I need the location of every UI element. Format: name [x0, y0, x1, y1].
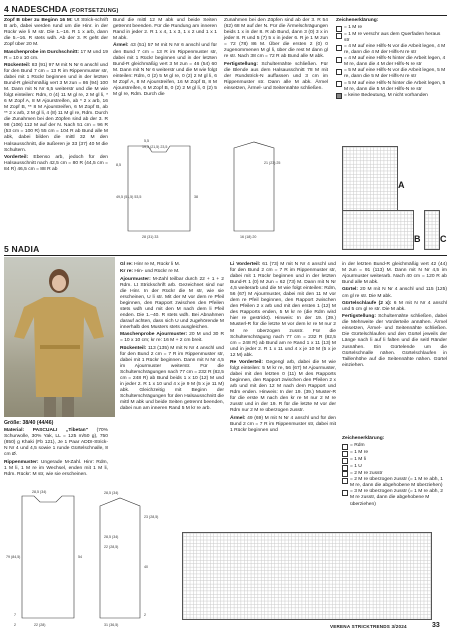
paragraph: Gürtel: 20 M mit N Nr 4 anschl und 115 (125) cm gl re str. Die M abk.	[342, 287, 447, 299]
symbol-icon	[336, 69, 342, 75]
schematic-label: 5,5	[144, 139, 149, 143]
chart-label-b: B	[414, 234, 421, 244]
paragraph: Maschenprobe im Durchschnitt: 17 M und 19 R = 10 x 10 cm.	[4, 49, 108, 61]
schematic-label: 2	[144, 613, 146, 617]
schematic-label: 8,5	[116, 163, 121, 167]
section1-rule	[4, 15, 447, 16]
paragraph: Zunahmen bei den Zöpfen sind ab der 3. R 54 (62) 68 M auf der N. Für die Ärmelschrägungen beids 1 x in der 8. R ab Bund, dann 3 (0) 3 x in jeder 8. R und 5 (7) 5 x in jeder 6. R je 1 M zun = 72 (78) 86 M. Über die ersten 2 (0) 0 zugenommenen M gl li, über die rest M dann gl re str. Nach 38 cm = 72 R ab Bund alle M abk.	[224, 18, 328, 60]
schematic-label: 2	[14, 623, 16, 627]
section1-legend	[336, 18, 446, 99]
knit-chart-b	[342, 210, 414, 250]
paragraph: Material: PASCUALI „Tibetan" (70% Schurwolle, 30% Yak, LL = 125 m/50 g), 750 (850) g Khaki (Fb 121), Je 1 Paar ADDI-Strick-N Nr 4 und 4,5 sowie 1 runde Gürtelschnalle, 8 cm Ø.	[4, 428, 109, 458]
legend-item: = 4 M auf eine Hilfs-N hinter die Arbeit legen, 4 M re, dann die 4 M der Hilfs-N re str	[336, 56, 446, 68]
symbol-icon	[342, 478, 348, 484]
paragraph: Gl re: Hinr re M, Rückr li M.	[120, 262, 181, 267]
knit-chart-a	[342, 146, 398, 211]
legend-item: = 4 M auf eine Hilfs-N vor die Arbeit legen, 4 M re, dann die 4 M der Hilfs-N re str	[336, 44, 446, 56]
chart-label-a: A	[398, 180, 405, 190]
section2-col4	[342, 262, 447, 370]
symbol-icon	[342, 444, 348, 450]
paragraph: Vorderteil: Ebenso arb, jedoch für den Halsausschnitt nach 42,5 cm = 80 R (44,5 cm = 84 R) 46,5 cm = 88 R ab	[4, 154, 108, 173]
symbol-icon	[336, 26, 342, 32]
paragraph: Maschenprobe Ajourmuster: 20 M und 30 R = 10 x 10 cm; kr re: 16 M + 2 cm breit.	[120, 332, 224, 344]
symbol-icon	[342, 458, 348, 464]
legend-item: = Rdm	[342, 443, 447, 450]
garment-schematic	[4, 488, 176, 628]
legend-item: = 3 M re überzogen zusstr (= 1 M re abh, 2 M re zusstr, dann die abgehobene M überziehen)	[342, 489, 447, 507]
schematic-label: 16 (18) 20	[240, 235, 257, 239]
schematic-label: 19,5 (21,5) 23,5	[142, 145, 168, 149]
symbol-icon	[336, 33, 342, 39]
schematic-label: 28 (31) 33	[142, 235, 159, 239]
schematic-label: 21 (23) 25	[264, 161, 281, 165]
paragraph: Re Vorderteil: Gegengl arb, dabei die M wie folgt einteilen: 5 M kr re, 56 (67) M Ajourmuster, dabei mit den letzten 0 (11) M des Rapports beginnen, den Rapport zwischen den Pfeilen 2 x arb und mit den 12 M nach dem Rapport und Rdm enden. Hinweis: In der 19. (39.) Muster-R für die erste M nach den kr re M nur 2 M re zusstr und in der 19. R für die letzte M vor der Rdm nur 2 M re überzogen zusstr.	[230, 360, 336, 414]
section2-col2	[120, 262, 224, 414]
legend-item: = 1 M re	[342, 450, 447, 457]
legend-title: Zeichenerklärung:	[342, 436, 385, 441]
paragraph: Rückenteil: 113 (135) M mit N Nr 4 anschl und für den Bund 2 cm = 7 R im Rippenmuster str, dabei mit 1 Rückr beginnen. Dann mit N Nr 4,5 im Ajourmuster weiterstr. Für die Schulterschrägungen nach 77 cm = 232 R (82,5 cm = 248 R) ab Bund beids 1 x 10 (12) M und in jeder 2. R 1 x 10 und 4 x je 9 M (5 x je 11 M) abk. Gleichzeitig mit Beginn der Schulterschrägungen für den Halsausschnitt die mittl M abk und beide Seiten getrennt beenden, dabei nun am inneren Rand 5 M kr re arb.	[120, 345, 224, 412]
schematic-label: 38	[194, 195, 198, 199]
section1-schematic	[114, 136, 332, 246]
schematic-label: 7	[14, 613, 16, 617]
legend-item: = 2 M re überzogen zusstr (= 1 M re abh, 1 M re, dann die abgehobene M überziehen)	[342, 477, 447, 489]
symbol-icon	[336, 45, 342, 51]
paragraph: Kr re: Hin- und Rückr re M.	[120, 269, 180, 275]
paragraph: Ärmel: 49 (69) M mit N Nr 4 anschl und für den Bund 2 cm = 7 R im Rippenmuster str, dabei mit 1 Rückr beginnen und	[230, 415, 336, 433]
schematic-label: 28,5 (34)	[104, 535, 119, 539]
legend-item: = 2 M re zusstr	[342, 471, 447, 478]
symbol-icon	[342, 490, 348, 496]
schematic-label: 22 (28,5)	[104, 545, 119, 549]
section1-suffix: (FORTSETZUNG)	[69, 8, 119, 14]
model-photo-illustration	[4, 257, 115, 417]
paragraph: Li Vorderteil: 61 (73) M mit N Nr 4 anschl und für den Bund 2 cm = 7 R im Rippenmuster str, dabei mit 1 Rückr beginnen und in der letzten Bund-R 1 (0) M zun = 62 (73) M. Dann mit N Nr 4,5 weiterarb und die M wie folgt einteilen: Rdm, 56 (67) M Ajourmuster, dabei mit den 11 M vor dem re Pfeil beginnen, den Rapport zwischen den Pfeilen 2 x arb und mit den ersten 1 (12) M des Rapports enden, 5 M kr re (die Rdm wird hier re gestrickt). Hinweis: In der 19. (39.) Musterl-R für die letzte M vor dem kr re M nur 2 M re überzogen zusstr. Für die Schulterschrägung nach 77 cm = 232 R (82,5 cm = 248 R) ab Bund am re Rand 1 x 11 (13) M und in jeder 2. R 1 x 11 und 4 x je 10 M (5 x je 12 M) abk.	[230, 262, 336, 358]
knit-chart-c	[424, 210, 440, 250]
symbol-icon	[336, 93, 342, 99]
symbol-icon	[336, 81, 342, 87]
symbol-icon	[342, 465, 348, 471]
legend-item: = 1 M li	[342, 457, 447, 464]
front-outline	[100, 498, 140, 618]
page-number: 33	[432, 622, 440, 629]
legend-item: = 1 U	[342, 464, 447, 471]
section1-col1	[4, 18, 108, 174]
body-outline	[128, 146, 190, 231]
paragraph: in der letzten Bund-R gleichmäßig vert 42 (44) M zun = 91 (113) M. Dann mit N Nr 4,5 im Ajourmuster weiterarb. Nach 40 cm = 120 R ab Bund alle M abk.	[342, 262, 447, 286]
schematic-label: 28,5 (34)	[32, 490, 47, 494]
size-label: Größe: 38/40 (44/46)	[4, 420, 54, 426]
paragraph: Gürtelschlaufe (2 x): 6 M mit N Nr 4 anschl und 5 cm gl re str. Die M abk.	[342, 300, 448, 312]
section2-heading	[4, 244, 39, 254]
symbol-icon	[342, 451, 348, 457]
paragraph: Rückenteil: 83 (91) 97 M mit N Nr 6 anschl und für den Bund 7 cm = 13 R im Rippenmuster str, dabei mit 1 Rückr beginnen und in der letzten Bund-R gleichmäßig vert 3 M zun = 86 (94) 100 M. Dann mit N Nr 6,5 weiterstr und die M wie folgt einteilen: Rdm, 0 (4) 11 M gl re, 2 M gl li, * 6 M Zopf A, 8 M Ajourstreifen, ab * 2 x arb, 16 M Zopf B, ** 8 M Ajourstreifen, 6 M Zopf B, ab ** 2 x arb, 2 M gl li, 4 (8) 11 M gl re, Rdm. Durch die Zunahmen bei den Zöpfen sind ab der 3. R 98 (106) 112 M auf der N. Nach 51 cm = 96 R (53 cm = 100 R) 55 cm = 104 R ab Bund alle M abk, dabei bilden die mittl 32 M den Halsausschnitt, die äußeren je 33 (37) 40 M die Schultern.	[4, 62, 109, 153]
schematic-label: 40	[144, 565, 148, 569]
paragraph: Ärmel: 43 (51) 57 M mit N Nr 6 anschl und für den Bund 7 cm = 13 R im Rippenmuster str, dabei mit 1 Rückr beginnen und in der letzten Bund-R gleichmäßig vert 3 M zun = 46 (54) 60 M. Dann mit N Nr 6 weiterstr und die M wie folgt einteilen: Rdm, 0 (2) 5 M gl re, 0 (2) 2 M gl li, 6 M Zopf A, 8 M Ajourstreifen, 16 M Zopf B, 8 M Ajourstreifen, 6 M Zopf B, 0 (2) 2 M gl li, 0 (2) 5 M gl re, Rdm. Durch die	[113, 43, 217, 97]
symbol-icon	[342, 471, 348, 477]
legend-item: = 5 M auf eine Hilfs-N hinter die Arbeit legen, 5 M re, dann die 5 M der Hilfs-N re str	[336, 81, 446, 93]
legend-item: = 1 M re verschr aus dem Querfaden heraus str	[336, 32, 446, 44]
magazine-footer: VERENA STRICKTRENDS 3/2024	[330, 624, 407, 629]
section1-col2	[113, 18, 217, 99]
symbol-icon	[336, 57, 342, 63]
sleeve-outline	[234, 142, 274, 231]
paragraph: Rippenmuster: Ungerade M-Zahl. Hinr: Rdm, 1 M li, 1 M re im Wechsel, enden mit 1 M li, Rdm. Rückr: M str, wie sie erscheinen.	[4, 459, 108, 477]
schematic-label: 79 (84,5)	[6, 555, 21, 559]
schematic-label: 28,5 (34)	[104, 491, 119, 495]
section2-schematic	[4, 488, 176, 628]
paragraph: Fertigstellung: Schulternähte schließen, dabei die Mehrweite der Vorderteile annähen. Ärmel einsetzen, Ärmel- und Seitennähte schließen. Die Gürtelschlaufen und den Gürtel jeweils der Länge nach li auf li falten und die seitl Ränder zusnähen. Ein Gürtelende um die Gürtelschnalle nähen. Gürtelschlaufen in Taillenhöhe auf die Seitennähte nähen. Gürtel einziehen.	[342, 314, 447, 368]
section1-heading	[4, 4, 119, 14]
back-outline	[22, 496, 74, 618]
section1-col3	[224, 18, 328, 93]
garment-schematic	[114, 136, 332, 246]
section2-col1	[4, 428, 108, 479]
section2-legend	[342, 436, 447, 508]
section2-col3	[230, 262, 336, 435]
paragraph: Fertigstellung: Schulternähte schließen. Für die Blende aus dem Halsausschnitt 78 M mit der Rundstrick-N auffassen und 3 cm im Rippenmuster str. Dann alle M abk. Ärmel einsetzen, Ärmel- und Seitennähte schließen.	[224, 61, 328, 91]
legend-item: = keine Bedeutung, M nicht vorhanden	[336, 93, 446, 100]
legend-item: = 5 M auf eine Hilfs-N vor die Arbeit legen, 5 M re, dann die 5 M der Hilfs-N re str	[336, 68, 446, 80]
paragraph: Ajourmuster: M-Zahl teilbar durch 22 + 1 + 2 Rdm. Lt Strickschrift arb. Gezeichnet sind nur die Hinr. In der Rückr die M str, wie sie erscheinen, U li str. Mit der M vor dem re Pfeil beginnen, den Rapport zwischen den Pfeilen stets wdh und mit den M nach dem li Pfeil enden. Die 1.–40. R stets wdh. Bei Abnahmen darauf achten, dass sich U und zugehörende M innerhalb des Musters stets ausgleichen.	[120, 276, 224, 331]
schematic-label: 54	[78, 555, 82, 559]
chart-label-c: C	[440, 234, 447, 244]
section2-title: 5 NADIA	[4, 244, 40, 254]
ajour-chart	[182, 532, 432, 620]
schematic-label: 31 (36,5)	[104, 623, 119, 627]
legend-item: = 1 M re	[336, 25, 446, 32]
paragraph: Bund die mittl 12 M abk und beide Seiten getrennt beenden. Für die Rundung am inneren Rand in jeder 2. R 1 x 4, 1 x 3, 1 x 2 und 1 x 1 M abk.	[113, 18, 217, 42]
schematic-label: 22 (28)	[34, 623, 46, 627]
section2-rule	[4, 255, 447, 256]
schematic-label: 49,5 (51,5) 53,5	[116, 195, 142, 199]
schematic-label: 23 (28,5)	[144, 515, 159, 519]
legend-title: Zeichenerklärung:	[336, 18, 379, 23]
paragraph: Zopf B über zu Beginn 16 M: Ut Strick-schrift B arb, dabei werden rund um die Hinr. in der Rückr wie li M str. Die 1.–16. R 1 x arb, dann die 5.–16. R stets wdh. Ab der 3. R geht der Zopf über 20 M.	[4, 18, 108, 48]
section1-title: 4 NADESCHDA	[4, 4, 68, 14]
model-photo	[4, 257, 115, 417]
